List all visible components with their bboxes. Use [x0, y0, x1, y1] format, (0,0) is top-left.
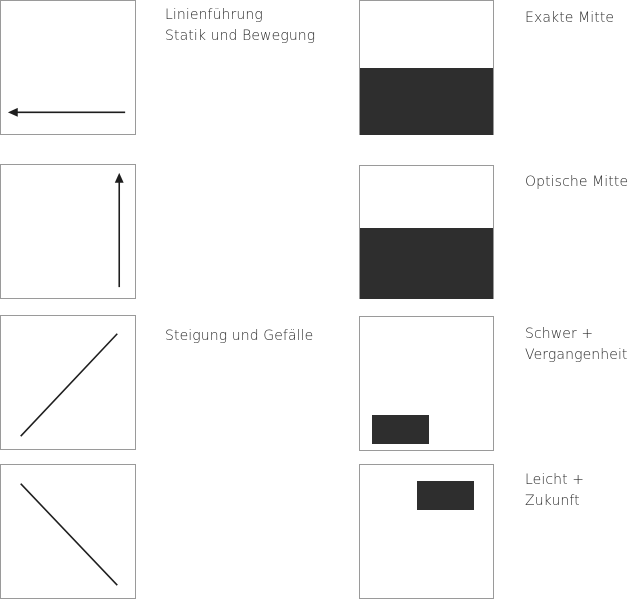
label-steigung-gefaelle: [165, 326, 313, 347]
heavy-past-box: [359, 316, 494, 451]
optical-center-box: [359, 165, 494, 299]
dark-block: [360, 68, 493, 135]
arrow-left-icon: [1, 1, 135, 134]
horizontal-arrow-box: [0, 0, 136, 135]
label-line: Statik und Bewegung: [165, 28, 316, 44]
label-optische-mitte: [525, 172, 628, 193]
label-line: Zukunft: [525, 493, 580, 509]
dark-block: [372, 415, 429, 444]
label-line: Optische Mitte: [525, 174, 629, 190]
diagonal-rising-line-icon: [1, 316, 135, 449]
label-line: Exakte Mitte: [525, 10, 615, 26]
label-line: Vergangenheit: [525, 347, 628, 363]
arrow-up-icon: [1, 165, 135, 298]
label-line: Leicht +: [525, 472, 585, 488]
exact-center-box: [359, 0, 494, 135]
label-schwer-vergangenheit: [525, 324, 628, 366]
falling-line-box: [0, 464, 136, 599]
label-line: Steigung und Gefälle: [165, 328, 314, 344]
label-leicht-zukunft: [525, 470, 584, 512]
label-linienfuehrung: [165, 5, 315, 47]
dark-block: [417, 481, 474, 510]
vertical-arrow-box: [0, 164, 136, 299]
rising-line-box: [0, 315, 136, 450]
dark-block: [360, 228, 493, 299]
label-exakte-mitte: [525, 8, 614, 29]
light-future-box: [359, 464, 494, 599]
label-line: Schwer +: [525, 326, 594, 342]
diagonal-falling-line-icon: [1, 465, 135, 598]
label-line: Linienführung: [165, 7, 263, 23]
